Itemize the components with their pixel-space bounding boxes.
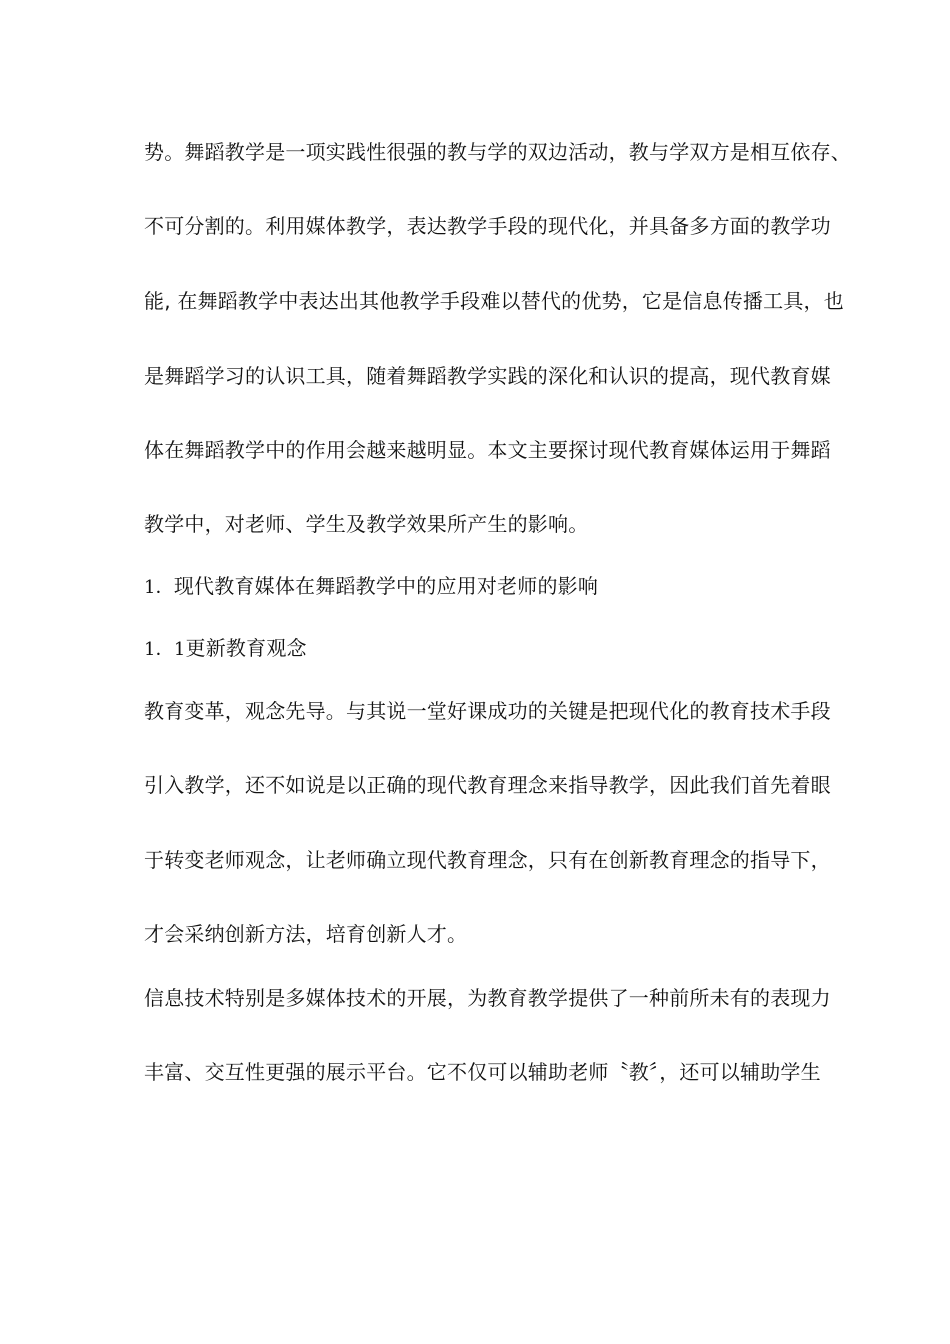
paragraph-1-line-2: 不可分割的。利用媒体教学，表达教学手段的现代化，并具备多方面的教学功: [144, 214, 831, 238]
paragraph-1-line-3: 能, 在舞蹈教学中表达出其他教学手段难以替代的优势，它是信息传播工具，也: [144, 289, 844, 313]
section-heading-1-1-number: 1．1: [144, 639, 186, 660]
section-heading-1: [144, 572, 824, 602]
section-heading-1-1-text: 更新教育观念: [185, 636, 307, 660]
section-heading-1-text: 现代教育媒体在舞蹈教学中的应用对老师的影响: [173, 574, 599, 598]
paragraph-2-line-4: 才会采纳创新方法，培育创新人才。: [144, 922, 468, 946]
paragraph-3-line-2: 丰富、交互性更强的展示平台。它不仅可以辅助老师〝教〞，还可以辅助学生: [144, 1060, 821, 1084]
paragraph-1-line-5: 体在舞蹈教学中的作用会越来越明显。本文主要探讨现代教育媒体运用于舞蹈: [144, 438, 831, 462]
paragraph-2-line-1: 教育变革，观念先导。与其说一堂好课成功的关键是把现代化的教育技术手段: [144, 699, 831, 723]
section-heading-1-1: [144, 634, 824, 664]
paragraph-3-line-1: 信息技术特别是多媒体技术的开展，为教育教学提供了一种前所未有的表现力: [144, 986, 831, 1010]
paragraph-2-line-2: 引入教学，还不如说是以正确的现代教育理念来指导教学，因此我们首先着眼: [144, 773, 831, 797]
paragraph-1-line-4: 是舞蹈学习的认识工具，随着舞蹈教学实践的深化和认识的提高，现代教育媒: [144, 364, 831, 388]
paragraph-2-line-3: 于转变老师观念，让老师确立现代教育理念，只有在创新教育理念的指导下，: [144, 848, 831, 872]
paragraph-1-line-6: 教学中，对老师、学生及教学效果所产生的影响。: [144, 512, 589, 536]
paragraph-1-line-1: 势。舞蹈教学是一项实践性很强的教与学的双边活动，教与学双方是相互依存、: [144, 140, 851, 164]
section-heading-1-number: 1．: [144, 577, 174, 598]
